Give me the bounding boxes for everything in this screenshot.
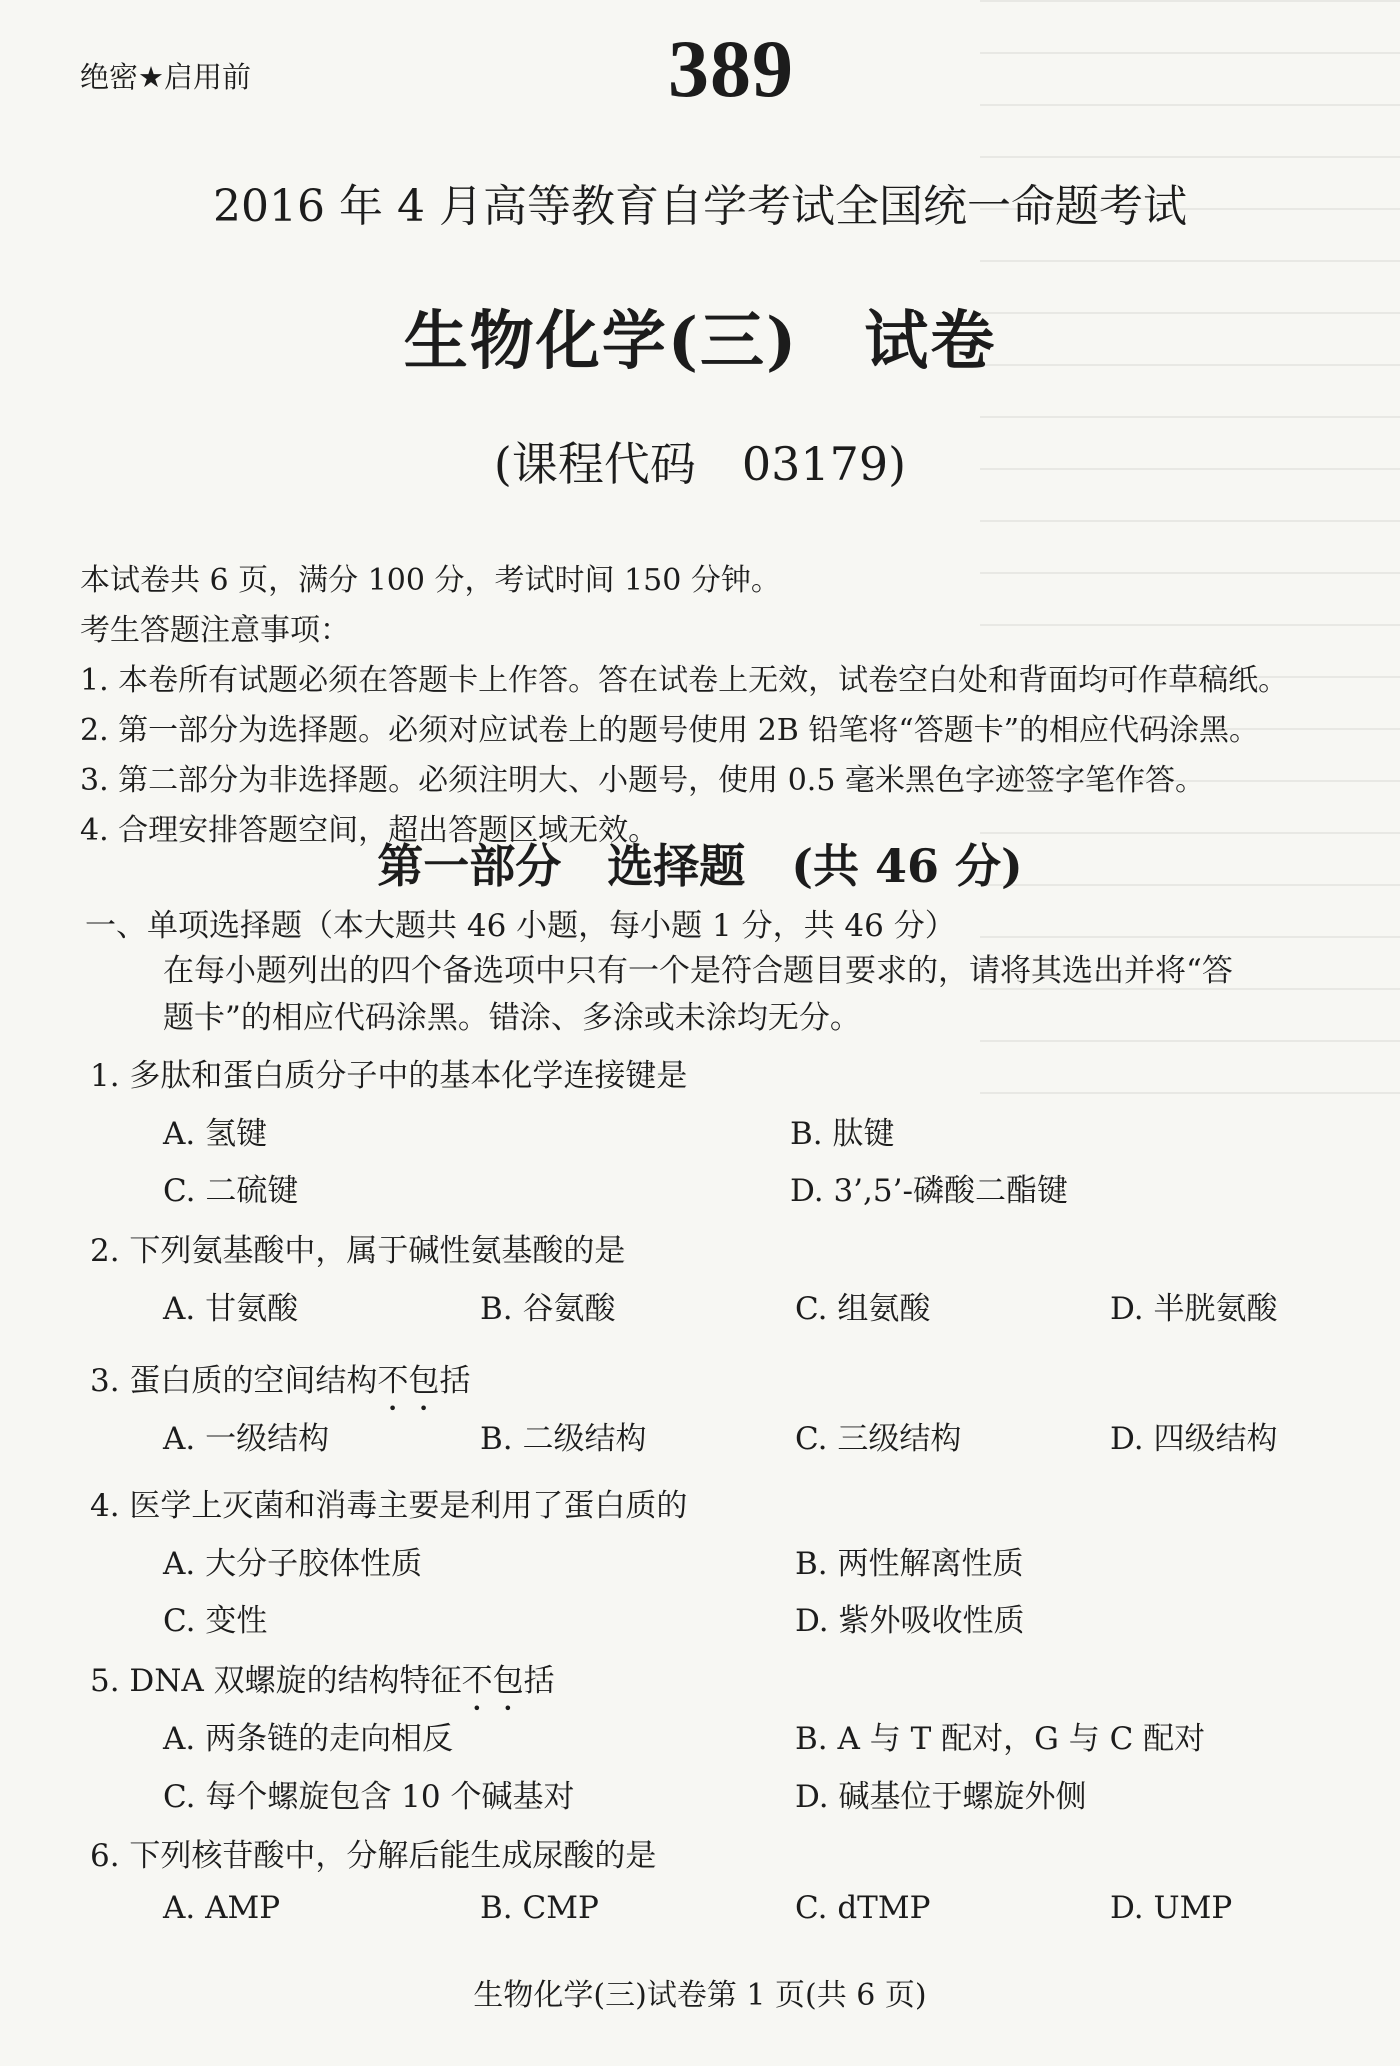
section-description: 题卡”的相应代码涂黑。错涂、多涂或未涂均无分。 xyxy=(163,1000,861,1036)
option-b: B. 二级结构 xyxy=(480,1421,647,1457)
bleed-through-texture xyxy=(980,0,1400,1100)
section-title: 一、单项选择题（本大题共 46 小题，每小题 1 分，共 46 分） xyxy=(85,908,956,944)
emphasized-text: 不包 xyxy=(461,1663,524,1699)
question-stem xyxy=(90,1355,470,1418)
option-c: C. 每个螺旋包含 10 个碱基对 xyxy=(163,1779,575,1815)
option-c: C. 变性 xyxy=(163,1603,268,1639)
option-d: D. 碱基位于螺旋外侧 xyxy=(795,1779,1087,1815)
instructions-heading: 考生答题注意事项： xyxy=(80,613,350,648)
option-a: A. 两条链的走向相反 xyxy=(163,1721,454,1757)
instruction-item: 3. 第二部分为非选择题。必须注明大、小题号，使用 0.5 毫米黑色字迹签字笔作答。 xyxy=(80,763,1205,798)
option-d: D. UMP xyxy=(1110,1890,1233,1926)
option-c: C. dTMP xyxy=(795,1890,931,1926)
option-c: C. 二硫键 xyxy=(163,1173,299,1209)
part-one-heading: 第一部分 选择题 (共 46 分) xyxy=(377,839,1023,893)
instruction-item: 2. 第一部分为选择题。必须对应试卷上的题号使用 2B 铅笔将“答题卡”的相应代码涂黑。 xyxy=(80,713,1260,748)
page-footer: 生物化学(三)试卷第 1 页(共 6 页) xyxy=(473,1978,927,2013)
option-c: C. 三级结构 xyxy=(795,1421,962,1457)
question-stem-text: 括 xyxy=(439,1363,471,1399)
instruction-item: 1. 本卷所有试题必须在答题卡上作答。答在试卷上无效，试卷空白处和背面均可作草稿纸。 xyxy=(80,663,1289,698)
paper-title: 生物化学(三) 试卷 xyxy=(403,304,997,379)
option-a: A. 甘氨酸 xyxy=(163,1291,299,1327)
question-stem: 2. 下列氨基酸中，属于碱性氨基酸的是 xyxy=(90,1233,626,1269)
option-d: D. 紫外吸收性质 xyxy=(795,1603,1025,1639)
option-b: B. CMP xyxy=(480,1890,599,1926)
question-stem xyxy=(90,1655,555,1718)
course-code: (课程代码 03179) xyxy=(493,437,907,491)
question-stem: 6. 下列核苷酸中，分解后能生成尿酸的是 xyxy=(90,1838,657,1874)
option-b: B. 两性解离性质 xyxy=(795,1546,1024,1582)
option-a: A. AMP xyxy=(163,1890,281,1926)
option-d: D. 四级结构 xyxy=(1110,1421,1278,1457)
option-d: D. 半胱氨酸 xyxy=(1110,1291,1278,1327)
question-stem-text: 5. DNA 双螺旋的结构特征 xyxy=(90,1663,462,1699)
option-a: A. 一级结构 xyxy=(163,1421,330,1457)
option-c: C. 组氨酸 xyxy=(795,1291,931,1327)
question-stem-text: 括 xyxy=(523,1663,555,1699)
instruction-item: 4. 合理安排答题空间，超出答题区域无效。 xyxy=(80,813,659,848)
option-a: A. 氢键 xyxy=(163,1116,268,1152)
question-stem-text: 3. 蛋白质的空间结构 xyxy=(90,1363,378,1399)
option-b: B. 肽键 xyxy=(790,1116,895,1152)
option-d: D. 3’,5’-磷酸二酯键 xyxy=(790,1173,1068,1209)
paper-code: 389 xyxy=(668,23,794,114)
question-stem: 4. 医学上灭菌和消毒主要是利用了蛋白质的 xyxy=(90,1488,688,1524)
section-description: 在每小题列出的四个备选项中只有一个是符合题目要求的，请将其选出并将“答 xyxy=(163,953,1233,989)
confidential-label: 绝密★启用前 xyxy=(80,60,251,94)
option-b: B. A 与 T 配对，G 与 C 配对 xyxy=(795,1721,1206,1757)
emphasized-text: 不包 xyxy=(377,1363,440,1399)
paper-intro: 本试卷共 6 页，满分 100 分，考试时间 150 分钟。 xyxy=(80,563,781,598)
question-stem: 1. 多肽和蛋白质分子中的基本化学连接键是 xyxy=(90,1058,688,1094)
option-a: A. 大分子胶体性质 xyxy=(163,1546,423,1582)
exam-title: 2016 年 4 月高等教育自学考试全国统一命题考试 xyxy=(213,181,1187,232)
option-b: B. 谷氨酸 xyxy=(480,1291,616,1327)
